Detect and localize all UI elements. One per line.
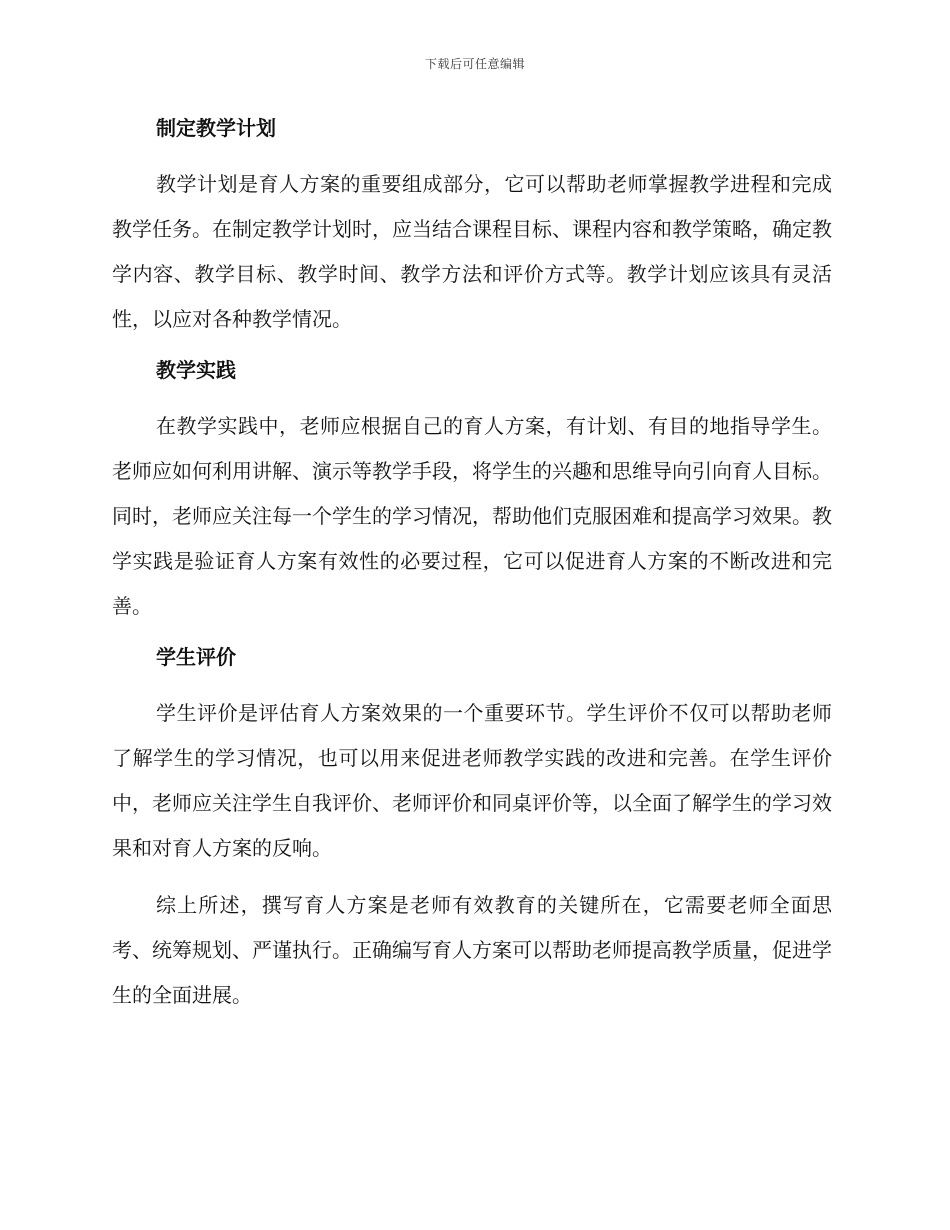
- section-heading-teaching-plan: 制定教学计划: [156, 116, 276, 140]
- document-body: [112, 110, 832, 1018]
- section-heading-student-evaluation: 学生评价: [156, 645, 236, 669]
- section-paragraph-teaching-plan: 教学计划是育人方案的重要组成部分，它可以帮助老师掌握教学进程和完成教学任务。在制定教学计划时，应当结合课程目标、课程内容和教学策略，确定教学内容、教学目标、教学时间、教学方法和评价方式等。教学计划应该具有灵活性，以应对各种教学情况。: [112, 172, 832, 331]
- header-note: 下载后可任意编辑: [424, 57, 525, 71]
- section-paragraph-teaching-practice: 在教学实践中，老师应根据自己的育人方案，有计划、有目的地指导学生。老师应如何利用讲解、演示等教学手段，将学生的兴趣和思维导向引向育人目标。同时，老师应关注每一个学生的学习情况，帮助他们克服困难和提高学习效果。教学实践是验证育人方案有效性的必要过程，它可以促进育人方案的不断改进和完善。: [112, 414, 832, 618]
- section-heading-teaching-practice: 教学实践: [156, 358, 236, 382]
- conclusion-paragraph: 综上所述，撰写育人方案是老师有效教育的关键所在，它需要老师全面思考、统筹规划、严谨执行。正确编写育人方案可以帮助老师提高教学质量，促进学生的全面进展。: [112, 893, 832, 1007]
- section-paragraph-student-evaluation: 学生评价是评估育人方案效果的一个重要环节。学生评价不仅可以帮助老师了解学生的学习情况，也可以用来促进老师教学实践的改进和完善。在学生评价中，老师应关注学生自我评价、老师评价和同桌评价等，以全面了解学生的学习效果和对育人方案的反响。: [112, 701, 832, 860]
